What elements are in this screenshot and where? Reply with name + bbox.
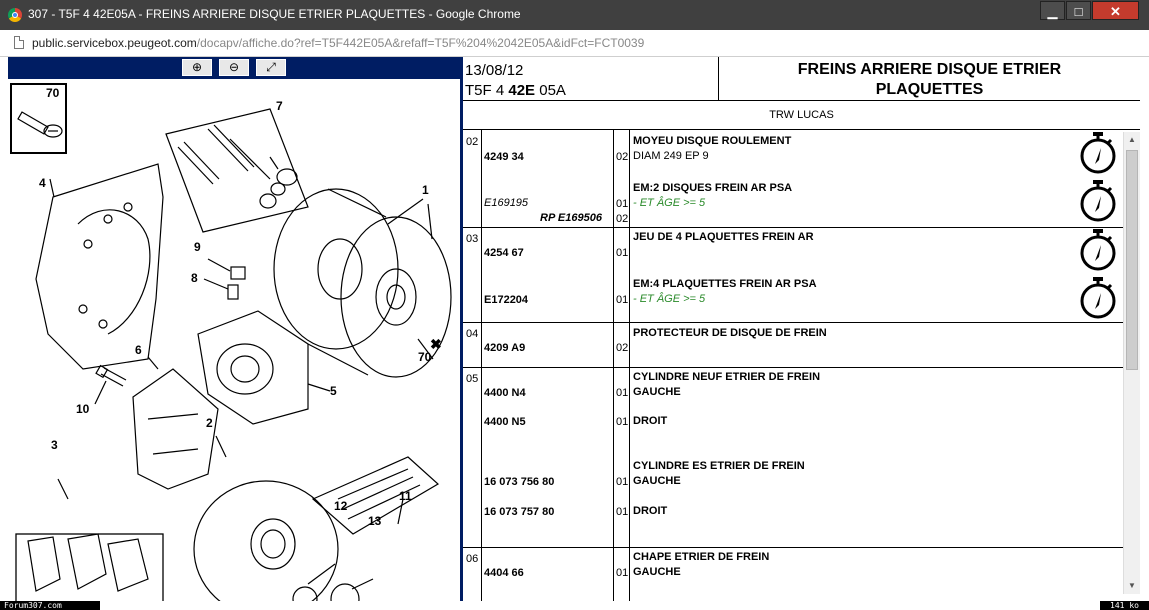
doc-info-cell [463,57,719,101]
url-path: /docapv/affiche.do?ref=T5F442E05A&refaff=T5F%204%2042E05A&idFct=FCT0039 [196,36,645,50]
cap-13-drawing [331,584,359,602]
label-3: 3 [51,438,58,452]
disc-1-drawing [274,189,451,377]
part-side: DROIT [633,415,668,427]
zoom-out-icon: ⊖ [228,60,240,74]
watermark-text: Forum307.com [0,601,100,610]
part-quantity: 02 [616,213,629,225]
label-2: 2 [206,416,213,430]
cross-marker-icon: ✖ [430,336,442,352]
part-detail: DIAM 249 EP 9 [633,150,709,162]
label-70-disc: 70 [418,350,432,364]
group-number: 04 [466,328,479,340]
part-description: JEU DE 4 PLAQUETTES FREIN AR [633,231,814,243]
part-reference[interactable]: 4209 A9 [484,342,526,354]
scroll-up-icon[interactable]: ▲ [1128,135,1136,144]
maximize-button[interactable]: □ [1066,1,1091,20]
part-reference[interactable]: 4404 66 [484,567,524,579]
item-7-box [166,109,308,232]
zoom-fit-button[interactable] [256,59,286,76]
label-13: 13 [368,514,382,528]
address-bar[interactable] [0,30,1149,57]
labour-time-icon[interactable] [1078,227,1118,273]
label-11: 11 [399,489,412,503]
label-70-box: 70 [46,86,60,100]
part-reference[interactable]: 4400 N5 [484,416,526,428]
zoom-toolbar [8,57,460,79]
condition-text: - ET ÂGE >= 5 [633,293,706,305]
scroll-thumb[interactable] [1126,150,1138,370]
scroll-down-icon[interactable]: ▼ [1128,581,1136,590]
part-description: CHAPE ETRIER DE FREIN [633,551,770,563]
group-number: 05 [466,373,479,385]
parts-row-04[interactable] [463,323,1123,368]
replacement-reference[interactable]: RP E169506 [540,212,602,224]
part-quantity: 02 [616,342,629,354]
label-1: 1 [422,183,429,197]
parts-list-scrollbar[interactable] [1123,132,1140,594]
diagram-pane [8,57,460,602]
part-reference[interactable]: E172204 [484,294,529,306]
doc-date: 13/08/12 [465,62,524,79]
part-reference[interactable]: 16 073 757 80 [484,506,555,518]
url-text[interactable] [32,36,644,50]
label-10: 10 [76,402,90,416]
part-quantity: 01 [616,198,629,210]
part-quantity: 01 [616,294,629,306]
part-reference[interactable]: 4249 34 [484,151,524,163]
label-9: 9 [194,240,201,254]
part-description: EM:4 PLAQUETTES FREIN AR PSA [633,278,817,290]
pads-3-box [16,534,163,602]
part-description: CYLINDRE NEUF ETRIER DE FREIN [633,371,821,383]
minimize-button[interactable]: ▁ [1040,1,1065,20]
part-reference[interactable]: 4400 N4 [484,387,526,399]
page-icon [14,36,24,49]
file-size-text: 141 ko [1100,601,1149,610]
part-description: EM:2 DISQUES FREIN AR PSA [633,182,793,194]
part-side: DROIT [633,505,668,517]
parts-row-02[interactable] [463,130,1123,228]
disc-2-drawing [194,481,338,602]
label-12: 12 [334,499,348,513]
zoom-in-icon: ⊕ [191,60,203,74]
part-description: MOYEU DISQUE ROULEMENT [633,135,792,147]
url-domain: public.servicebox.peugeot.com [32,36,197,50]
part-reference[interactable]: E169195 [484,197,529,209]
close-button[interactable]: ✕ [1092,1,1139,20]
caliper-5-drawing [198,311,308,424]
part-reference[interactable]: 4254 67 [484,247,524,259]
part-side: GAUCHE [633,475,681,487]
label-6: 6 [135,343,142,357]
doc-title-line2: PLAQUETTES [875,81,984,98]
group-number: 03 [466,233,479,245]
part-quantity: 01 [616,567,629,579]
brake-exploded-diagram[interactable] [8,79,460,602]
screw-70-drawing [18,112,62,137]
label-7: 7 [276,99,283,113]
bleed-cap-9-drawing [231,267,245,279]
parts-list-pane [463,57,1140,602]
doc-title-line1: FREINS ARRIERE DISQUE ETRIER [797,61,1062,78]
zoom-out-button[interactable] [219,59,249,76]
condition-text: - ET ÂGE >= 5 [633,197,706,209]
part-quantity: 01 [616,387,629,399]
doc-reference: T5F 4 42E 05A [465,82,566,99]
part-description: PROTECTEUR DE DISQUE DE FREIN [633,327,827,339]
status-bar [0,601,1149,610]
part-quantity: 01 [616,247,629,259]
zoom-in-button[interactable] [182,59,212,76]
slide-pins-drawing [178,125,297,208]
parts-row-05[interactable] [463,368,1123,548]
group-number: 06 [466,553,479,565]
zoom-fit-icon: ⤢ [266,60,276,74]
part-side: GAUCHE [633,566,681,578]
part-side: GAUCHE [633,386,681,398]
window-titlebar [0,0,1149,30]
parts-row-03[interactable] [463,228,1123,323]
chrome-icon [8,8,22,22]
labour-time-icon[interactable] [1078,275,1118,321]
manufacturer-label: TRW LUCAS [463,101,1140,130]
label-4: 4 [39,176,46,190]
part-quantity: 01 [616,506,629,518]
window-title: 307 - T5F 4 42E05A - FREINS ARRIERE DISQUE ETRIER PLAQUETTES - Google Chrome [28,7,521,21]
doc-title [719,57,1140,101]
bleed-screw-8-drawing [228,285,238,299]
parts-row-06[interactable] [463,548,1123,602]
labour-time-icon[interactable] [1078,130,1118,176]
labour-time-icon[interactable] [1078,178,1118,224]
part-description: CYLINDRE ES ETRIER DE FREIN [633,460,805,472]
part-quantity: 02 [616,151,629,163]
part-quantity: 01 [616,476,629,488]
part-reference[interactable]: 16 073 756 80 [484,476,555,488]
part-quantity: 01 [616,416,629,428]
label-5: 5 [330,384,337,398]
label-8: 8 [191,271,198,285]
dust-shield-drawing [36,164,163,369]
group-number: 02 [466,136,479,148]
